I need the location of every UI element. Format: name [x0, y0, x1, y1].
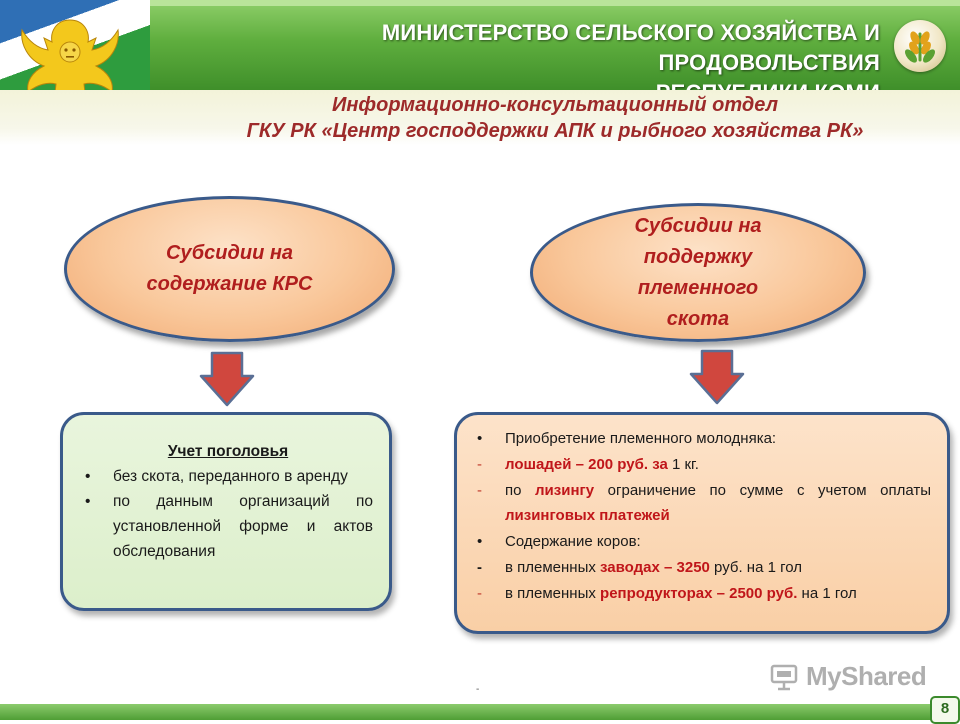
oval-right-line1: Субсидии на — [634, 214, 762, 237]
header-banner — [0, 0, 960, 90]
arrow-down-left-icon — [198, 350, 256, 408]
repro-unit: на 1 гол — [797, 584, 857, 602]
dash-mark: - — [477, 558, 482, 576]
list-item-text: по данным организаций по установленной форме и актов обследования — [113, 493, 373, 560]
page-number: 8 — [930, 696, 960, 724]
oval-left-line2: содержание КРС — [146, 273, 313, 295]
myshared-watermark — [766, 658, 936, 694]
dash-mark: - — [477, 455, 482, 473]
leasing-payments: лизинговых платежей — [505, 507, 670, 525]
leasing-text-a: по — [505, 481, 536, 499]
oval-subsidy-cattle — [64, 196, 395, 342]
list-item-text: без скота, переданного в аренду — [113, 468, 348, 485]
list-item — [475, 426, 931, 452]
arrow-down-right-icon — [688, 348, 746, 406]
leasing-word: лизингу — [535, 481, 595, 499]
ministry-title-line1: МИНИСТЕРСТВО СЕЛЬСКОГО ХОЗЯЙСТВА И ПРОДОВОЛЬСТВИЯ — [381, 20, 880, 75]
bullet-mark: • — [85, 468, 91, 485]
list-item — [475, 529, 931, 555]
department-title — [150, 92, 960, 144]
oval-right-line3: племенного — [637, 276, 759, 299]
department-title-line1: Информационно-консультационный отдел — [331, 94, 779, 116]
repro-price: репродукторах – 2500 руб. — [600, 584, 798, 602]
list-item — [83, 489, 373, 564]
oval-subsidy-breeding — [530, 203, 866, 342]
bullet-mark: • — [85, 493, 91, 510]
horses-unit: 1 кг. — [667, 455, 699, 473]
bullet-mark: • — [477, 533, 483, 551]
bullet-mark: • — [477, 430, 483, 447]
plants-unit: руб. на 1 гол — [709, 558, 803, 576]
leasing-text-c: ограничение по сумме с учетом оплаты — [594, 481, 931, 499]
small-dash-mark: - — [476, 684, 480, 695]
watermark-text: MyShared — [806, 661, 927, 691]
horses-price: лошадей – 200 руб. за — [505, 455, 668, 473]
list-item-text: Содержание коров: — [505, 533, 641, 551]
footer-bar — [0, 704, 960, 720]
list-item-text: Приобретение племенного молодняка: — [505, 430, 777, 447]
oval-right-line2: поддержку — [643, 245, 753, 268]
department-title-line2: ГКУ РК «Центр господдержки АПК и рыбного хозяйства РК» — [246, 120, 864, 142]
plants-price: заводах – 3250 — [600, 558, 710, 576]
repro-text-a: в племенных — [505, 584, 601, 602]
dash-mark: - — [477, 481, 482, 499]
wheat-ministry-logo-icon — [894, 20, 946, 72]
box-breeding-details — [454, 412, 950, 634]
oval-left-line1: Субсидии на — [165, 242, 294, 264]
list-item — [475, 555, 931, 581]
dash-mark: - — [477, 584, 482, 602]
livestock-count-heading: Учет поголовья — [167, 443, 289, 460]
presentation-board-icon — [768, 660, 800, 692]
list-item — [475, 581, 931, 607]
list-item — [475, 478, 931, 530]
box-livestock-count — [60, 412, 392, 611]
plants-text-a: в племенных — [505, 558, 601, 576]
list-item — [475, 452, 931, 478]
oval-right-line4: скота — [666, 307, 730, 330]
list-item — [83, 464, 373, 489]
